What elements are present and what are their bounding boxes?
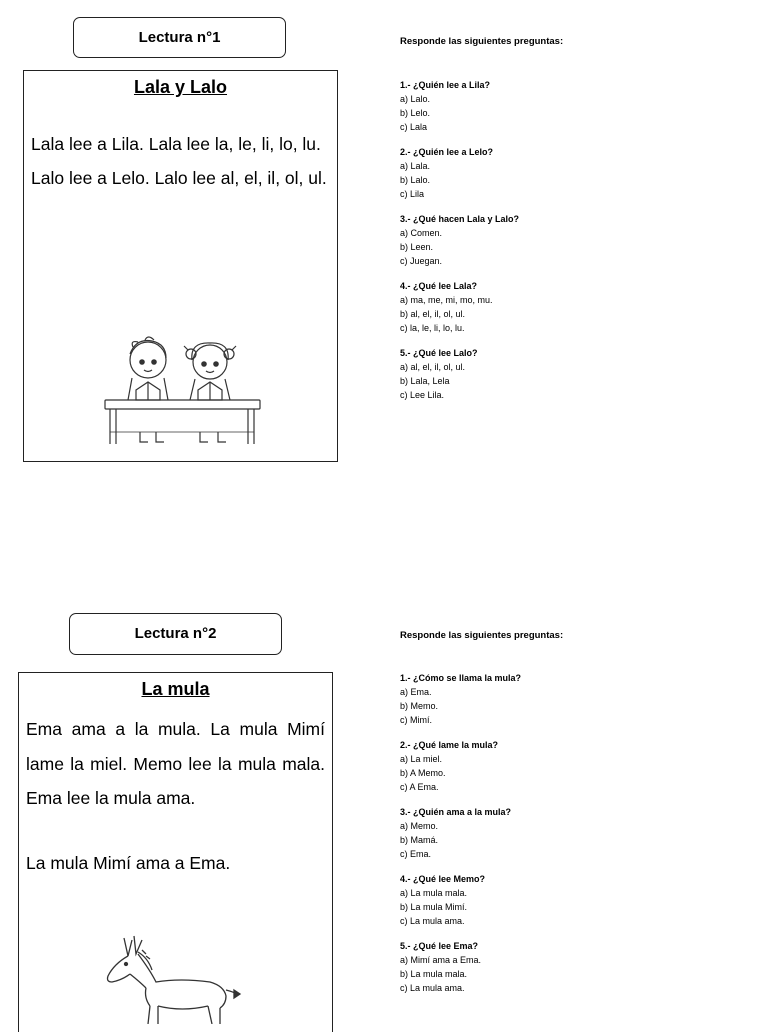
question-text: 2.- ¿Quién lee a Lelo? (400, 147, 494, 157)
answer-option: a) Lalo. (400, 94, 431, 104)
question-text: 1.- ¿Quién lee a Lila? (400, 80, 491, 90)
reading-1-paragraph: Lala lee a Lila. Lala lee la, le, li, lo, lu. (31, 134, 321, 154)
question-text: 4.- ¿Qué lee Memo? (400, 874, 486, 884)
reading-1-story-text (24, 128, 337, 195)
reading-2-paragraph: La mula Mimí ama a Ema. (26, 852, 231, 873)
reading-2-header (69, 613, 282, 655)
question-item (400, 672, 521, 727)
reading-2-instructions: Responde las siguientes preguntas: (400, 630, 564, 641)
question-item (400, 806, 521, 861)
question-item (400, 280, 519, 335)
answer-option: c) La mula ama. (400, 983, 465, 993)
answer-option: b) La mula mala. (400, 969, 468, 979)
reading-1-paragraph: Lalo lee a Lelo. Lalo lee al, el, il, ol, ul. (31, 167, 327, 188)
answer-option: c) Juegan. (400, 256, 443, 266)
reading-2-story-text (19, 712, 332, 880)
answer-option: c) Ema. (400, 849, 432, 859)
answer-option: b) Leen. (400, 242, 434, 252)
reading-1-questions (400, 79, 519, 414)
answer-option: a) al, el, il, ol, ul. (400, 362, 466, 372)
question-item (400, 146, 519, 201)
reading-1-header-label: Lectura n°1 (138, 29, 221, 46)
answer-option: b) Memo. (400, 701, 439, 711)
answer-option: c) La mula ama. (400, 916, 465, 926)
answer-option: a) ma, me, mi, mo, mu. (400, 295, 493, 305)
reading-1-story-title: Lala y Lalo (133, 77, 228, 97)
question-item (400, 79, 519, 134)
answer-option: c) Lila (400, 189, 425, 199)
answer-option: b) La mula Mimí. (400, 902, 468, 912)
answer-option: a) Lala. (400, 161, 431, 171)
answer-option: c) Mimí. (400, 715, 432, 725)
reading-2-questions (400, 672, 521, 1007)
question-item (400, 940, 521, 995)
question-text: 3.- ¿Qué hacen Lala y Lalo? (400, 214, 520, 224)
question-item (400, 739, 521, 794)
answer-option: b) A Memo. (400, 768, 446, 778)
reading-2-header-label: Lectura n°2 (134, 625, 217, 642)
answer-option: a) Mimí ama a Ema. (400, 955, 482, 965)
question-text: 5.- ¿Qué lee Lalo? (400, 348, 478, 358)
answer-option: a) Comen. (400, 228, 443, 238)
reading-2-paragraph: Ema ama a la mula. La mula Mimí lame la miel. Memo lee la mula mala. Ema lee la mula ama. (26, 719, 325, 808)
answer-option: b) Lalo. (400, 175, 431, 185)
donkey-icon (100, 930, 245, 1024)
question-item (400, 213, 519, 268)
question-item (400, 347, 519, 402)
question-text: 4.- ¿Qué lee Lala? (400, 281, 478, 291)
answer-option: b) al, el, il, ol, ul. (400, 309, 466, 319)
reading-1-header (73, 17, 286, 58)
answer-option: c) Lee Lila. (400, 390, 445, 400)
answer-option: b) Mamá. (400, 835, 439, 845)
children-reading-icon (100, 332, 265, 447)
answer-option: a) La mula mala. (400, 888, 468, 898)
question-item (400, 873, 521, 928)
answer-option: c) la, le, li, lo, lu. (400, 323, 465, 333)
answer-option: b) Lala, Lela (400, 376, 450, 386)
answer-option: c) A Ema. (400, 782, 439, 792)
reading-2-story-title: La mula (141, 679, 210, 699)
question-text: 5.- ¿Qué lee Ema? (400, 941, 479, 951)
answer-option: a) La miel. (400, 754, 443, 764)
answer-option: a) Memo. (400, 821, 439, 831)
question-text: 2.- ¿Qué lame la mula? (400, 740, 499, 750)
question-text: 1.- ¿Cómo se llama la mula? (400, 673, 522, 683)
reading-1-instructions: Responde las siguientes preguntas: (400, 36, 564, 47)
answer-option: b) Lelo. (400, 108, 431, 118)
answer-option: a) Ema. (400, 687, 432, 697)
question-text: 3.- ¿Quién ama a la mula? (400, 807, 512, 817)
answer-option: c) Lala (400, 122, 428, 132)
